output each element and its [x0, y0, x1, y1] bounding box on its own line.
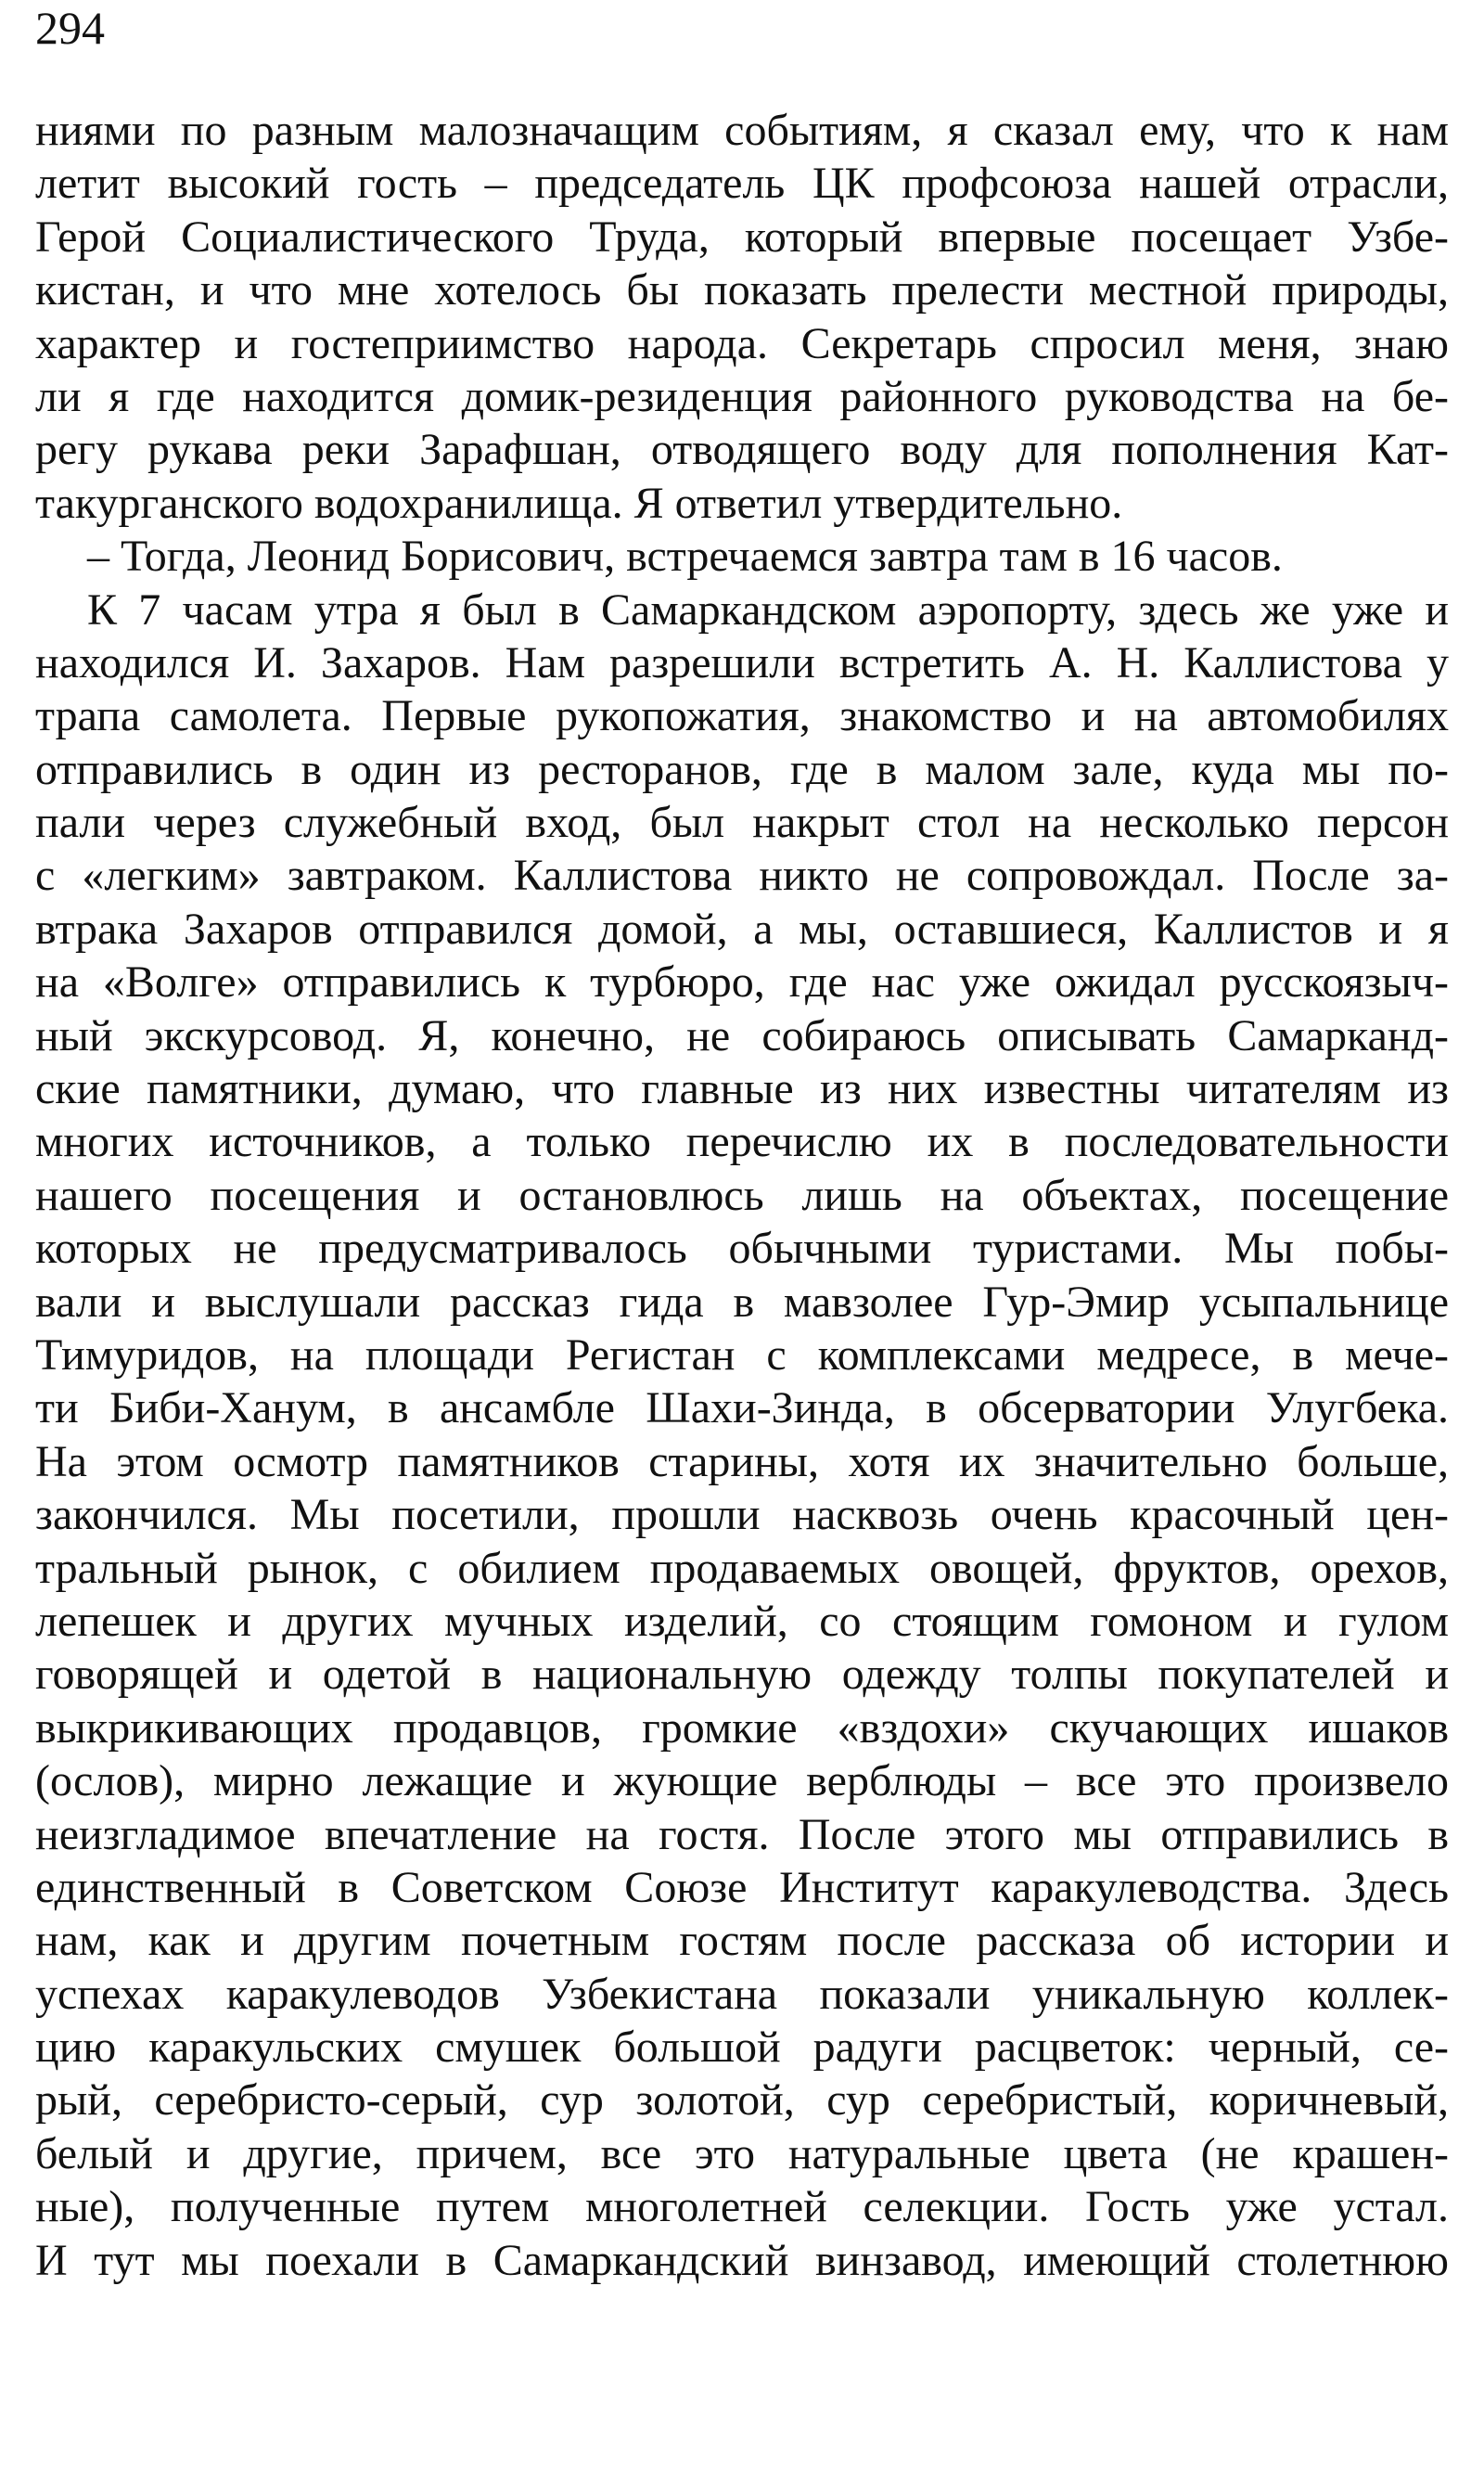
page-number: 294 [35, 2, 105, 54]
text-line: ниями по разным малозначащим событиям, я сказал ему, что к нам [35, 106, 1449, 155]
text-line: находился И. Захаров. Нам разрешили встретить А. Н. Каллистова у [35, 637, 1449, 687]
text-line: неизгладимое впечатление на гостя. После этого мы отправились в [35, 1809, 1449, 1859]
text-line: нашего посещения и остановлюсь лишь на объектах, посещение [35, 1170, 1449, 1220]
text-line: лепешек и других мучных изделий, со стоящим гомоном и гулом [35, 1596, 1449, 1646]
text-line: пали через служебный вход, был накрыт стол на несколько персон [35, 798, 1449, 848]
text-line: летит высокий гость – председатель ЦК профсоюза нашей отрасли, [35, 159, 1449, 209]
text-line: выкрикивающих продавцов, громкие «вздохи» скучающих ишаков [35, 1702, 1449, 1753]
text-line: На этом осмотр памятников старины, хотя их значительно больше, [35, 1436, 1449, 1486]
text-line: такурганского водохранилища. Я ответил утвердительно. [35, 478, 1123, 528]
body-text [35, 104, 1449, 2287]
paragraph [35, 104, 1449, 530]
text-line: ти Биби-Ханум, в ансамбле Шахи-Зинда, в обсерватории Улугбека. [35, 1383, 1449, 1433]
text-line: – Тогда, Леонид Борисович, встречаемся завтра там в 16 часов. [87, 532, 1283, 582]
text-line: нам, как и другим почетным гостям после рассказа об истории и [35, 1916, 1449, 1966]
text-line: регу рукава реки Зарафшан, отводящего воду для пополнения Кат- [35, 425, 1449, 475]
text-line: втрака Захаров отправился домой, а мы, оставшиеся, Каллистов и я [35, 904, 1449, 954]
text-line: цию каракульских смушек большой радуги расцветок: черный, се- [35, 2023, 1449, 2073]
text-line: трапа самолета. Первые рукопожатия, знакомство и на автомобилях [35, 691, 1449, 741]
text-line: ный экскурсовод. Я, конечно, не собираюсь описывать Самарканд- [35, 1010, 1449, 1060]
text-line: которых не предусматривалось обычными туристами. Мы побы- [35, 1224, 1449, 1274]
text-line: характер и гостеприимство народа. Секретарь спросил меня, знаю [35, 318, 1449, 368]
text-line: тральный рынок, с обилием продаваемых овощей, фруктов, орехов, [35, 1543, 1449, 1593]
text-line: Герой Социалистического Труда, который впервые посещает Узбе- [35, 212, 1449, 262]
text-line: кистан, и что мне хотелось бы показать прелести местной природы, [35, 265, 1449, 315]
text-line: Тимуридов, на площади Регистан с комплексами медресе, в мече- [35, 1329, 1449, 1380]
text-line: единственный в Советском Союзе Институт каракулеводства. Здесь [35, 1862, 1449, 1912]
text-line: ные), полученные путем многолетней селекции. Гость уже устал. [35, 2182, 1449, 2232]
paragraph [35, 530, 1449, 583]
text-line: К 7 часам утра я был в Самаркандском аэропорту, здесь же уже и [87, 584, 1449, 635]
text-line: отправились в один из ресторанов, где в малом зале, куда мы по- [35, 744, 1449, 794]
text-line: на «Волге» отправились к турбюро, где нас уже ожидал русскоязыч- [35, 957, 1449, 1008]
text-line: закончился. Мы посетили, прошли насквозь очень красочный цен- [35, 1490, 1449, 1540]
text-line: с «легким» завтраком. Каллистова никто не сопровождал. После за- [35, 851, 1449, 901]
text-line: И тут мы поехали в Самаркандский винзавод, имеющий столетнюю [35, 2235, 1449, 2285]
text-line: ли я где находится домик-резиденция районного руководства на бе- [35, 371, 1449, 421]
text-line: говорящей и одетой в национальную одежду толпы покупателей и [35, 1650, 1449, 1700]
text-line: многих источников, а только перечислю их в последовательности [35, 1117, 1449, 1167]
text-line: успехах каракулеводов Узбекистана показали уникальную коллек- [35, 1969, 1449, 2019]
text-line: белый и другие, причем, все это натуральные цвета (не крашен- [35, 2128, 1449, 2178]
text-line: ские памятники, думаю, что главные из них известны читателям из [35, 1064, 1449, 1114]
text-line: вали и выслушали рассказ гида в мавзолее Гур-Эмир усыпальнице [35, 1277, 1449, 1327]
paragraph [35, 584, 1449, 2288]
text-line: (ослов), мирно лежащие и жующие верблюды – все это произвело [35, 1756, 1449, 1806]
text-line: рый, серебристо-серый, сур золотой, сур серебристый, коричневый, [35, 2075, 1449, 2126]
